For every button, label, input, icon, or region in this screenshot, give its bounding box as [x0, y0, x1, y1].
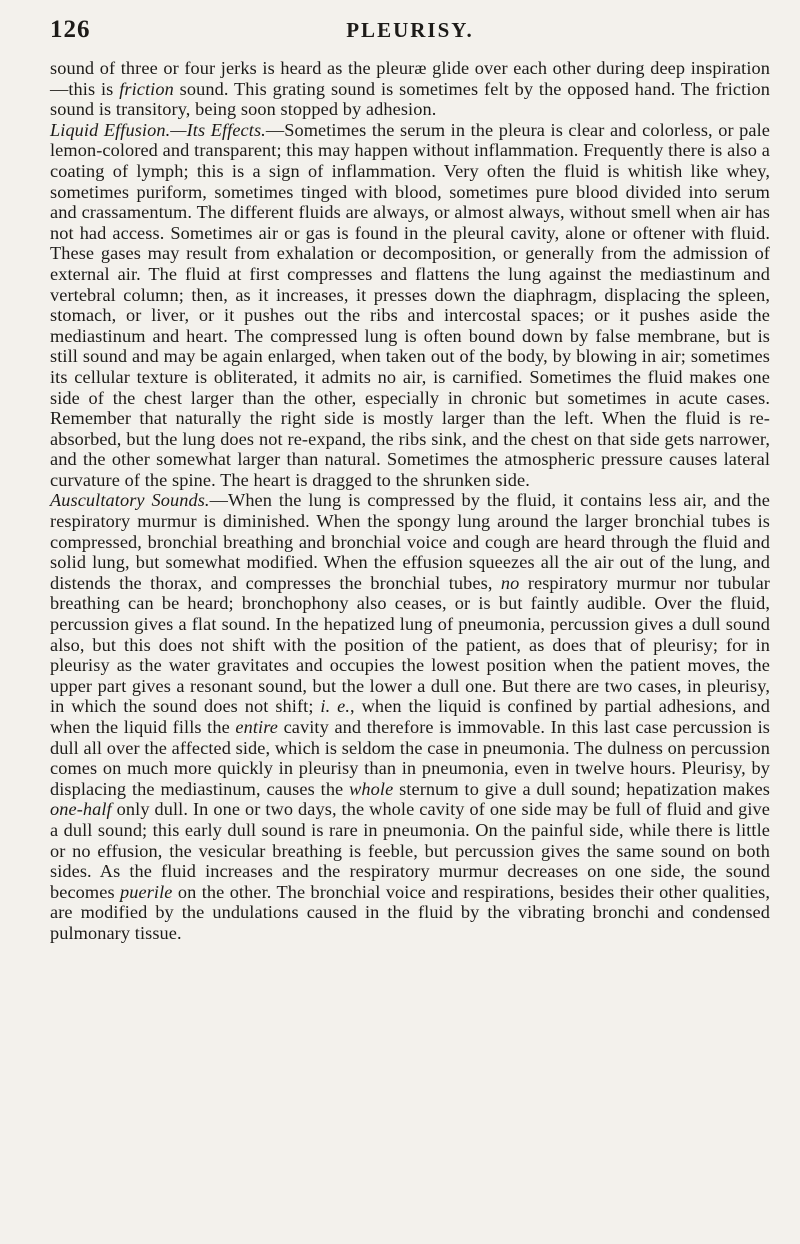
section-heading: Auscultatory Sounds. [50, 490, 210, 511]
italic-run: entire [235, 717, 278, 737]
text-run: —When the lung is compressed by the fluid, it contains less air, and the respiratory murmur is diminished. When the spongy lung around the larger bronchial tubes is compressed, bronchial breathing and bronchial voice and cough are heard through the fluid and solid lung, but somewhat modified. When the effusion squeezes all the air out of the lung, and distends the thorax, and compresses the bronchial tubes, [50, 490, 770, 593]
book-page [50, 10, 770, 944]
page-number: 126 [50, 16, 91, 43]
text-run: sound of three or four jerks is heard as the pleuræ glide over each other during deep inspiration—this is [50, 58, 770, 99]
italic-run: puerile [120, 881, 173, 902]
italic-run: whole [349, 778, 394, 799]
paragraph-auscultatory-sounds [50, 490, 770, 943]
text-run: only dull. In one or two days, the whole cavity of one side may be full of fluid and give a dull sound; this early dull sound is rare in pneumonia. On the painful side, while there is little or no effusion, the vesicular breathing is feeble, but percussion gives the same sound on both sides. As the fluid increases and the respiratory murmur decreases on one side, the sound becomes [50, 799, 770, 902]
text-run: respiratory murmur nor tubular breathing can be heard; bronchophony also ceases, or is but faintly audible. Over the fluid, percussion gives a flat sound. In the hepatized lung of pneumonia, percussion gives a dull sound also, but this does not shift with the position of the patient, as does that of pleurisy; for in pleurisy as the water gravitates and occupies the lowest position when the patient moves, the upper part gives a resonant sound, but the lower a dull one. But there are two cases, in pleurisy, in which the sound does not shift; [50, 572, 770, 717]
text-run: —Sometimes the serum in the pleura is clear and colorless, or pale lemon-colored and transparent; this may happen without inflammation. Frequently there is also a coating of lymph; this is a sign of inflammation. Very often the fluid is whitish like whey, sometimes puriform, sometimes tinged with blood, sometimes pure blood divided into serum and crassamentum. The different fluids are always, or almost always, without smell when air has not had access. Sometimes air or gas is found in the pleural cavity, alone or oftener with fluid. These gases may result from exhalation or decomposition, or generally from the admission of external air. The fluid at first compresses and flattens the lung against the mediastinum and vertebral column; then, as it increases, it presses down the diaphragm, displacing the spleen, stomach, or liver, or it pushes out the ribs and intercostal spaces; or it pushes aside the mediastinum and heart. The compressed lung is often bound down by false membrane, but is still sound and may be again enlarged, when taken out of the body, by blowing in air; sometimes its cellular texture is obliterated, it admits no air, is carnified. Sometimes the fluid makes one side of the chest larger than the other, especially in chronic but sometimes in acute cases. Remember that naturally the right side is mostly larger than the left. When the fluid is re-absorbed, but the lung does not re-expand, the ribs sink, and the chest on that side gets narrower, and the other somewhat larger than natural. Sometimes the atmospheric pressure causes lateral curvature of the spine. The heart is dragged to the shrunken side. [50, 119, 770, 490]
paragraph-liquid-effusion [50, 120, 770, 491]
paragraph-friction-sound [50, 58, 770, 120]
body-text [50, 58, 770, 944]
section-heading: Liquid Effusion.—Its Effects. [50, 119, 266, 140]
text-run: sternum to give a dull sound; hepatization makes [393, 778, 770, 799]
italic-run: friction [119, 78, 174, 99]
italic-run: one-half [50, 799, 112, 820]
italic-run: no [500, 572, 520, 593]
text-run: on the other. The bronchial voice and respirations, besides their other qualities, are modified by the undulations caused in the fluid by the vibrating bronchi and condensed pulmonary tissue. [50, 881, 770, 943]
text-run: cavity and therefore is immovable. In this last case percussion is dull all over the affected side, which is seldom the case in pneumonia. The dulness on percussion comes on much more quickly in pleurisy than in pneumonia, even in twelve hours. Pleurisy, by displacing the mediastinum, causes the [50, 717, 770, 799]
text-run: , when the liquid is confined by partial adhesions, and when the liquid fills the [50, 696, 771, 737]
text-run: sound. This grating sound is sometimes felt by the opposed hand. The friction sound is transitory, being soon stopped by adhesion. [50, 78, 770, 120]
running-title: PLEURISY. [346, 18, 474, 42]
running-head [50, 10, 770, 50]
italic-run: i. e. [320, 696, 351, 717]
